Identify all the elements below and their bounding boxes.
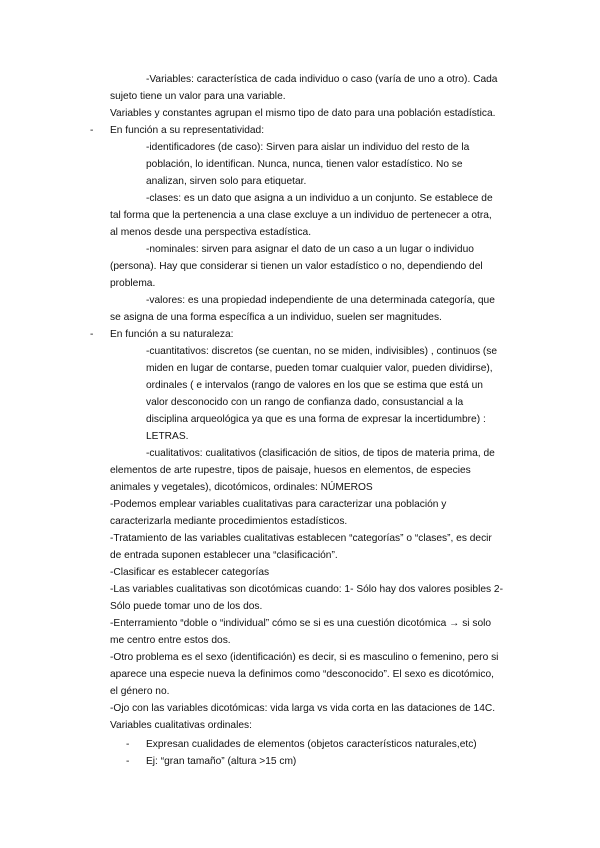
section-heading: En función a su representatividad:: [110, 125, 265, 136]
text-line: -cuantitativos: discretos (se cuentan, no se miden, indivisibles) , continuos (se: [146, 346, 498, 357]
text-line: elementos de arte rupestre, tipos de paisaje, huesos en elementos, de especies: [110, 465, 471, 476]
text-line: -cualitativos: cualitativos (clasificación de sitios, de tipos de materia prima, de: [146, 448, 495, 459]
text-line: valor desconocido con un rango de confianza dado, consustancial a la: [146, 397, 464, 408]
text-line: -Las variables cualitativas son dicotómicas cuando: 1- Sólo hay dos valores posibles 2-: [110, 584, 503, 595]
list-bullet: -: [90, 125, 94, 136]
text-line: animales y vegetales), dicotómicos, ordinales: NÚMEROS: [110, 482, 373, 493]
list-bullet: -: [90, 329, 94, 340]
text-line: -nominales: sirven para asignar el dato de un caso a un lugar o individuo: [146, 244, 474, 255]
text-line: el género no.: [110, 686, 170, 697]
text-line: de entrada suponen establecer una “clasificación”.: [110, 550, 338, 561]
text-line: miden en lugar de contarse, pueden tomar cualquier valor, pueden dividirse),: [146, 363, 493, 374]
text-line: -valores: es una propiedad independiente de una determinada categoría, que: [146, 295, 495, 306]
text-line: Variables cualitativas ordinales:: [110, 720, 252, 731]
list-bullet: -: [126, 756, 130, 767]
text-line: se asigna de una forma específica a un individuo, suelen ser magnitudes.: [110, 312, 442, 323]
text-line: Variables y constantes agrupan el mismo tipo de dato para una población estadística.: [110, 108, 496, 119]
text-line: me centro entre estos dos.: [110, 635, 231, 646]
text-line: aparece una especie nueva la definimos como “desconocido”. El sexo es dicotómico,: [110, 669, 494, 680]
list-item: Expresan cualidades de elementos (objetos característicos naturales,etc): [146, 739, 477, 750]
text-line: tal forma que la pertenencia a una clase excluye a un individuo de pertenecer a otra,: [110, 210, 492, 221]
text-line: ordinales ( e intervalos (rango de valores en los que se estima que está un: [146, 380, 483, 391]
text-line: -identificadores (de caso): Sirven para aislar un individuo del resto de la: [146, 142, 470, 153]
text-line: Sólo puede tomar uno de los dos.: [110, 601, 263, 612]
text-line: -Ojo con las variables dicotómicas: vida larga vs vida corta en las dataciones de 14C.: [110, 703, 496, 714]
text-line: -Enterramiento “doble o “individual” cómo se si es una cuestión dicotómica → si solo: [110, 618, 492, 629]
text-line: -clases: es un dato que asigna a un individuo a un conjunto. Se establece de: [146, 193, 493, 204]
text-line: analizan, sirven solo para etiquetar.: [146, 176, 307, 187]
list-bullet: -: [126, 739, 130, 750]
text-line: al menos desde una perspectiva estadística.: [110, 227, 312, 238]
text-line: sujeto tiene un valor para una variable.: [110, 91, 286, 102]
text-line: LETRAS.: [146, 431, 189, 442]
text-line: población, lo identifican. Nunca, nunca, tienen valor estadístico. No se: [146, 159, 463, 170]
text-line: -Otro problema es el sexo (identificación) es decir, si es masculino o femenino, pero si: [110, 652, 499, 663]
section-heading: En función a su naturaleza:: [110, 329, 234, 340]
text-line: -Clasificar es establecer categorías: [110, 567, 270, 578]
text-line: caracterizarla mediante procedimientos estadísticos.: [110, 516, 348, 527]
list-item: Ej: “gran tamaño” (altura >15 cm): [146, 756, 297, 767]
text-line: problema.: [110, 278, 156, 289]
text-line: -Tratamiento de las variables cualitativas establecen “categorías” o “clases”, es decir: [110, 533, 492, 544]
text-line: -Variables: característica de cada individuo o caso (varía de uno a otro). Cada: [146, 74, 498, 85]
text-line: (persona). Hay que considerar si tienen un valor estadístico o no, dependiendo del: [110, 261, 483, 272]
text-line: -Podemos emplear variables cualitativas para caracterizar una población y: [110, 499, 447, 510]
text-line: disciplina arqueológica ya que es una forma de expresar la incertidumbre) :: [146, 414, 486, 425]
